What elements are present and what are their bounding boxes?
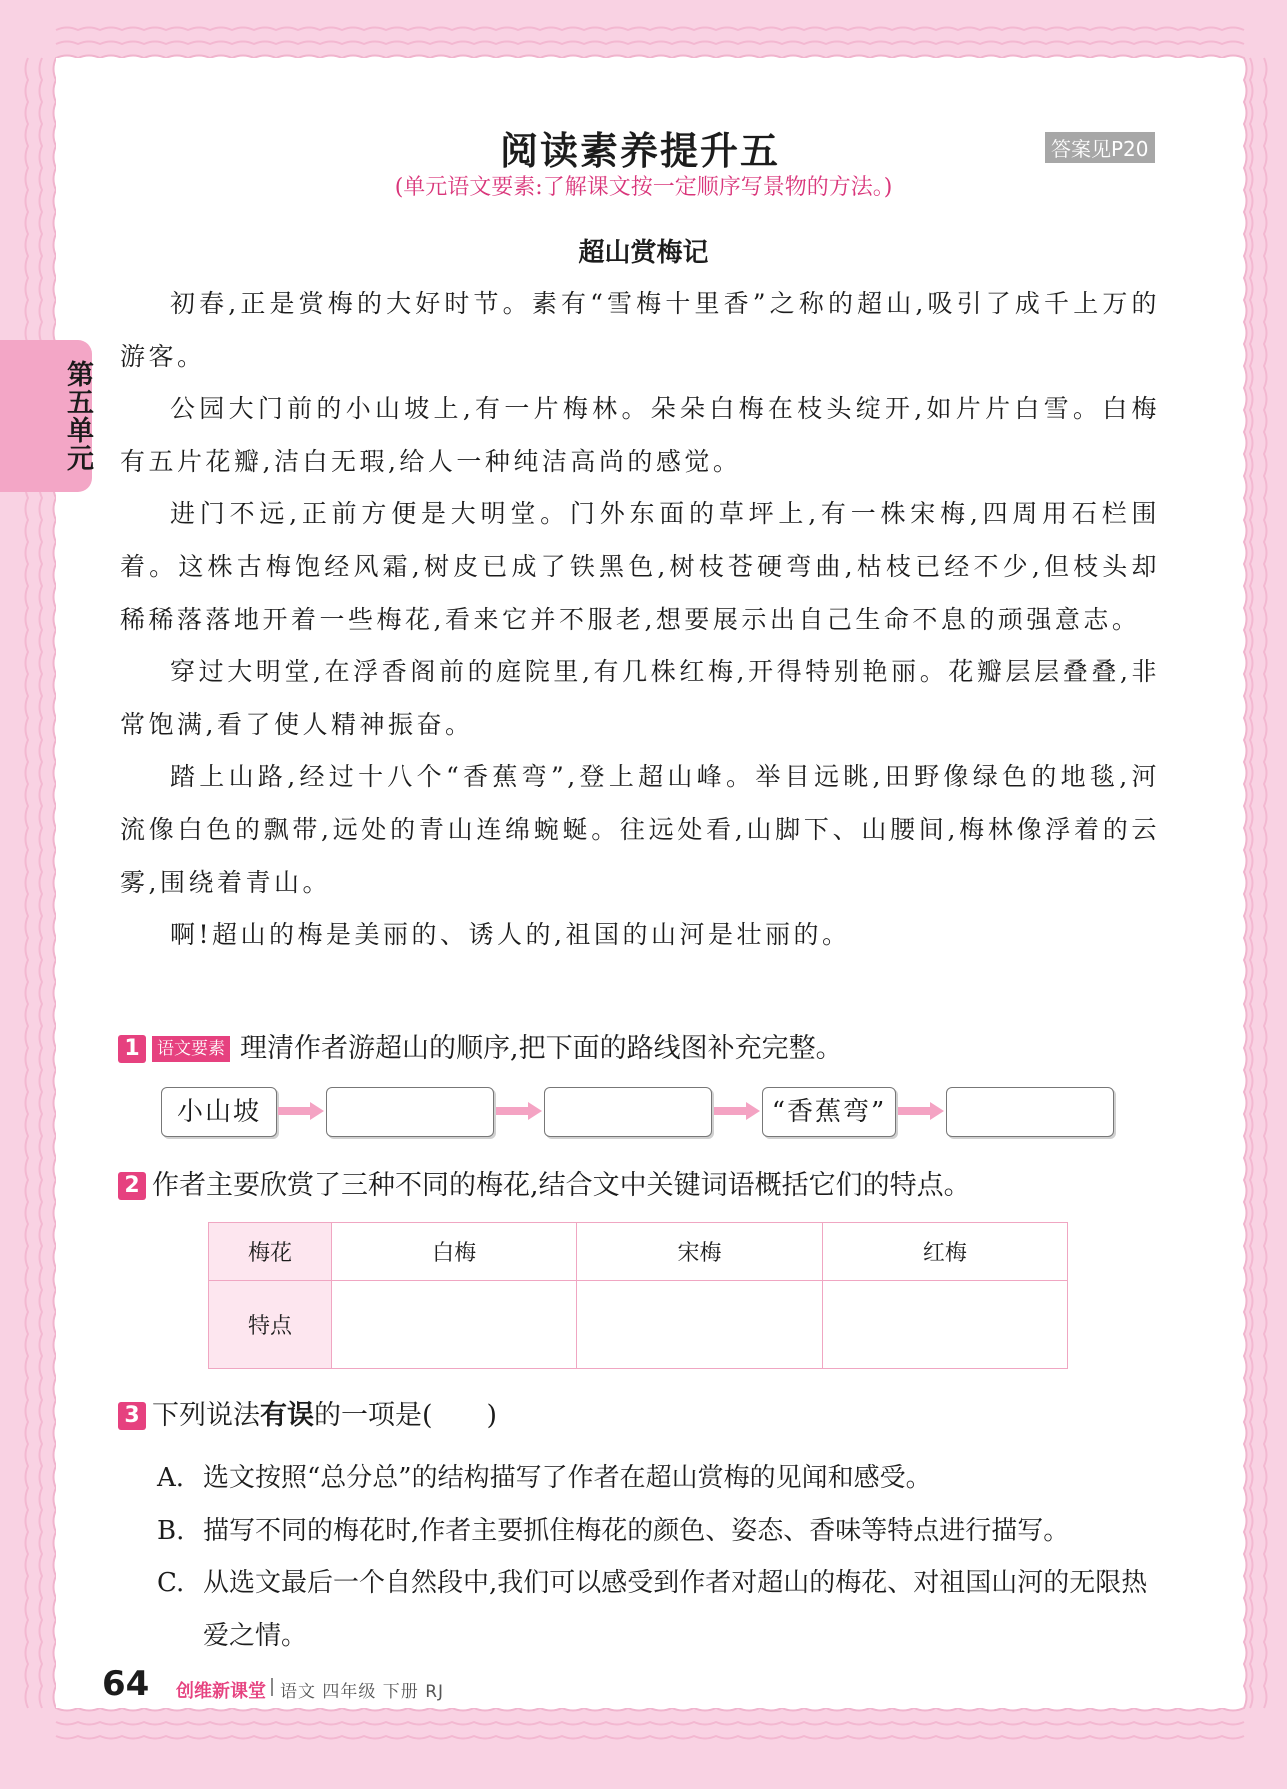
- answer-cell-red-plum[interactable]: [822, 1281, 1067, 1369]
- table-header-cell: 白梅: [332, 1223, 577, 1281]
- option-label: B.: [157, 1515, 185, 1546]
- article-title: 超山赏梅记: [578, 238, 709, 268]
- question-number-badge: 2: [118, 1172, 146, 1200]
- question-text: 理清作者游超山的顺序,把下面的路线图补充完整。: [240, 1033, 843, 1064]
- footer-brand: 创维新课堂: [176, 1681, 266, 1702]
- unit-language-element: (单元语文要素:了解课文按一定顺序写景物的方法。): [394, 175, 893, 200]
- article-paragraph: 啊!超山的梅是美丽的、诱人的,祖国的山河是壮丽的。: [170, 920, 851, 950]
- route-answer-box-5[interactable]: [946, 1087, 1114, 1137]
- article-paragraph: 进门不远,正前方便是大明堂。门外东面的草坪上,有一株宋梅,四周用石栏围着。这株古梅饱经风霜,树皮已成了铁黑色,树枝苍硬弯曲,枯枝已经不少,但枝头却稀稀落落地开着一些梅花,看来它并不服老,想要展示出自己生命不息的顽强意志。: [120, 499, 1160, 634]
- option-text: 描写不同的梅花时,作者主要抓住梅花的颜色、姿态、香味等特点进行描写。: [203, 1515, 1070, 1546]
- table-header-cell: 宋梅: [577, 1223, 822, 1281]
- question-2: [118, 1168, 971, 1204]
- unit-side-tab-label: 第五单元: [62, 360, 93, 472]
- option-c[interactable]: [157, 1557, 1167, 1662]
- page-number: 64: [102, 1664, 150, 1704]
- route-arrow-icon: [496, 1102, 542, 1120]
- table-header-cell: 红梅: [822, 1223, 1067, 1281]
- article-paragraph: 踏上山路,经过十八个“香蕉弯”,登上超山峰。举目远眺,田野像绿色的地毯,河流像白色的飘带,远处的青山连绵蜿蜒。往远处看,山脚下、山腰间,梅林像浮着的云雾,围绕着青山。: [120, 762, 1160, 897]
- route-arrow-icon: [278, 1102, 324, 1120]
- table-header-cell: 梅花: [209, 1223, 332, 1281]
- route-answer-box-3[interactable]: [544, 1087, 712, 1137]
- footer-divider: [271, 1678, 273, 1696]
- option-a[interactable]: [157, 1452, 1167, 1505]
- article-body: [120, 278, 1160, 962]
- question-text-emphasis: 有误: [260, 1400, 314, 1431]
- question-3: [118, 1398, 497, 1434]
- question-tag: 语文要素: [152, 1036, 230, 1062]
- question-text-before: 下列说法: [152, 1400, 260, 1431]
- footer-book-info: 语文 四年级 下册 RJ: [280, 1682, 445, 1702]
- option-label: C.: [157, 1568, 185, 1598]
- article-paragraph: 初春,正是赏梅的大好时节。素有“雪梅十里香”之称的超山,吸引了成千上万的游客。: [120, 289, 1160, 371]
- plum-feature-table: [208, 1222, 1068, 1369]
- article-paragraph: 公园大门前的小山坡上,有一片梅林。朵朵白梅在枝头绽开,如片片白雪。白梅有五片花瓣,洁白无瑕,给人一种纯洁高尚的感觉。: [120, 394, 1160, 476]
- route-box-4: “香蕉弯”: [762, 1087, 896, 1137]
- route-box-1: 小山坡: [161, 1087, 277, 1137]
- page-title: 阅读素养提升五: [499, 129, 780, 173]
- answer-options: [157, 1452, 1167, 1662]
- table-row: [209, 1281, 1068, 1369]
- option-b[interactable]: [157, 1505, 1167, 1558]
- article-paragraph: 穿过大明堂,在浮香阁前的庭院里,有几株红梅,开得特别艳丽。花瓣层层叠叠,非常饱满,看了使人精神振奋。: [120, 657, 1160, 739]
- option-text: 选文按照“总分总”的结构描写了作者在超山赏梅的见闻和感受。: [203, 1463, 932, 1493]
- question-text-after: 的一项是( ): [314, 1400, 498, 1431]
- route-arrow-icon: [898, 1102, 944, 1120]
- question-text: 作者主要欣赏了三种不同的梅花,结合文中关键词语概括它们的特点。: [152, 1170, 971, 1201]
- question-number-badge: 1: [118, 1035, 146, 1063]
- answer-cell-white-plum[interactable]: [332, 1281, 577, 1369]
- route-arrow-icon: [714, 1102, 760, 1120]
- option-text: 从选文最后一个自然段中,我们可以感受到作者对超山的梅花、对祖国山河的无限热爱之情。: [203, 1568, 1148, 1651]
- table-header-row: [209, 1223, 1068, 1281]
- answer-cell-song-plum[interactable]: [577, 1281, 822, 1369]
- question-1: [118, 1031, 843, 1067]
- option-label: A.: [157, 1463, 185, 1493]
- answer-reference-badge: 答案见P20: [1045, 132, 1155, 163]
- route-answer-box-2[interactable]: [326, 1087, 494, 1137]
- table-row-label: 特点: [209, 1281, 332, 1369]
- question-number-badge: 3: [118, 1402, 146, 1430]
